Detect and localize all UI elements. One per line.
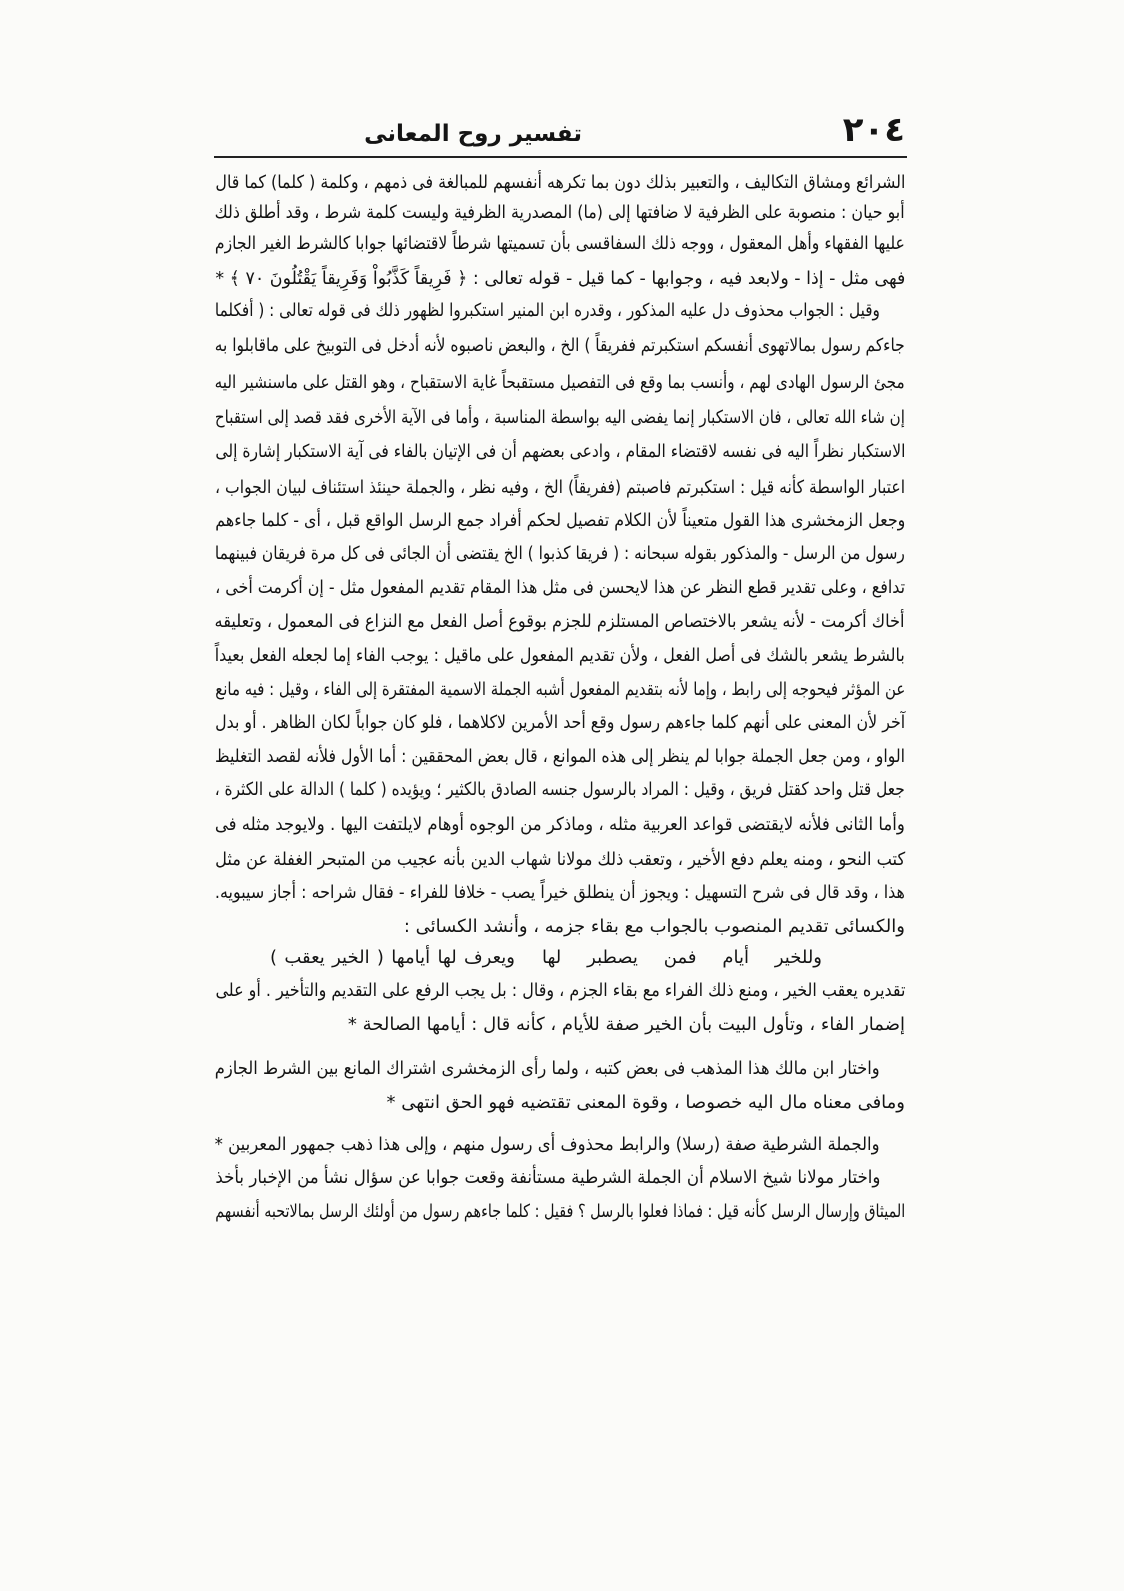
text-line-content: فهى مثل - إذا - ولابعد فيه ، وجوابها - كما قيل - قوله تعالى : ﴿ فَرِيقاً كَذَّبُواْ وَفَرِيقاً يَقْتُلُونَ ٧٠ ﴾ * <box>215 268 905 289</box>
text-line <box>215 402 905 434</box>
text-line-content: الواو ، ومن جعل الجملة جوابا لم ينظر إلى هذه الموانع ، قال بعض المحققين : أما الأول فلأنه لقصد التغليظ <box>215 746 905 767</box>
text-line-content: إن شاء الله تعالى ، فان الاستكبار إنما يفضى اليه بواسطة المناسبة ، وأما فى الآية الأخرى فقد قصد إلى استقباح <box>215 407 905 428</box>
text-line <box>215 436 905 468</box>
text-line-content: رسول من الرسل - والمذكور بقوله سبحانه : ( فريقا كذبوا ) الخ يقتضى أن الجائى فى كل مرة فريقان فبينهما <box>215 543 905 564</box>
text-line-content: عن المؤثر فيحوجه إلى رابط ، وإما لأنه بتقديم المفعول أشبه الجملة الاسمية المفتقرة إلى الفاء ، وقيل : فيه مانع <box>215 679 905 700</box>
text-line <box>215 505 905 537</box>
text-line-content: والكسائى تقديم المنصوب بالجواب مع بقاء جزمه ، وأنشد الكسائى : <box>403 916 905 937</box>
text-line-content: آخر لأن المعنى على أنهم كلما جاءهم رسول وقع أحد الأمرين لاكلاهما ، فلو كان جواباً لكان الظاهر . أو بدل <box>215 712 905 733</box>
text-line <box>215 263 905 295</box>
text-line-content: واختار ابن مالك هذا المذهب فى بعض كتبه ، ولما رأى الزمخشرى اشتراك المانع بين الشرط الجازم <box>215 1058 880 1079</box>
text-line-content: اعتبار الواسطة كأنه قيل : استكبرتم فاصبتم (ففريقاً) الخ ، وفيه نظر ، والجملة حينئذ استئناف لبيان الجواب ، <box>215 477 905 498</box>
text-line-content: تدافع ، وعلى تقدير قطع النظر عن هذا لايحسن فى مثل هذا المقام تقديم المفعول مثل - إن أكرمت أخى ، <box>215 577 905 598</box>
text-line <box>215 228 905 260</box>
text-line-content: كتب النحو ، ومنه يعلم دفع الأخير ، وتعقب ذلك مولانا شهاب الدين بأنه عجيب من المتبحر الغفلة عن مثل <box>215 849 905 870</box>
text-line <box>215 167 905 199</box>
verse-hemistich-second <box>270 942 515 974</box>
text-line-content: إضمار الفاء ، وتأول البيت بأن الخير صفة للأيام ، كأنه قال : أيامها الصالحة * <box>347 1014 905 1035</box>
text-line <box>215 538 905 570</box>
text-line <box>215 844 905 876</box>
text-line <box>215 1009 905 1041</box>
text-line <box>215 472 905 504</box>
verse-text: ويعرف لها أيامها ( الخير يعقب ) <box>270 947 515 968</box>
text-line <box>215 1087 905 1119</box>
text-line-content: وجعل الزمخشرى هذا القول متعيناً لأن الكلام تفصيل لحكم أفراد جمع الرسل الواقع قبل ، أى - كلما جاءهم <box>215 510 905 531</box>
text-line-content: الاستكبار نظراً اليه فى نفسه لاقتضاء المقام ، وادعى بعضهم أن فى الإتيان بالفاء فى آية الاستكبار إشارة إلى <box>215 441 905 462</box>
text-line <box>215 911 905 943</box>
text-line <box>215 1196 905 1228</box>
text-line-content: واختار مولانا شيخ الاسلام أن الجملة الشرطية مستأنفة وقعت جوابا عن سؤال نشأ من الإخبار بأخذ <box>215 1167 880 1188</box>
verse-text: وللخير أيام فمن يصطبر لها <box>542 947 822 968</box>
text-line-content: عليها الفقهاء وأهل المعقول ، ووجه ذلك السفاقسى بأن تسميتها شرطاً لاقتضائها جوابا كالشرط الغير الجازم <box>215 233 905 254</box>
text-line-content: وقيل : الجواب محذوف دل عليه المذكور ، وقدره ابن المنير استكبروا لظهور ذلك فى قوله تعالى : ( أفكلما <box>215 300 880 321</box>
text-line <box>215 640 905 672</box>
text-line <box>215 572 905 604</box>
text-line <box>215 674 905 706</box>
text-line-content: والجملة الشرطية صفة (رسلا) والرابط محذوف أى رسول منهم ، وإلى هذا ذهب جمهور المعربين * <box>215 1134 880 1155</box>
text-line-content: مجئ الرسول الهادى لهم ، وأنسب بما وقع فى التفصيل مستقبحاً غاية الاستقباح ، وهو القتل على ماسنشير اليه <box>215 372 905 393</box>
text-line <box>215 1129 880 1161</box>
text-line <box>215 809 905 841</box>
text-line-content: ومافى معناه مال اليه خصوصا ، وقوة المعنى تقتضيه فهو الحق انتهى * <box>386 1092 905 1113</box>
text-line <box>215 975 905 1007</box>
running-title: تفسير روح المعانى <box>364 121 582 147</box>
text-line <box>215 367 905 399</box>
text-line-content: جاءكم رسول بمالاتهوى أنفسكم استكبرتم ففريقاً ) الخ ، والبعض ناصبوه لأنه أدخل فى التوبيخ على ماقابلوا به <box>215 335 905 356</box>
text-line-content: الشرائع ومشاق التكاليف ، والتعبير بذلك دون بما تكرهه أنفسهم للمبالغة فى ذمهم ، وكلمة ( كلما) كما قال <box>215 172 905 193</box>
text-line-content: هذا ، وقد قال فى شرح التسهيل : ويجوز أن ينطلق خيراً يصب - خلافا للفراء - فقال شراحه : أجاز سيبويه. <box>215 882 905 903</box>
text-line <box>215 1162 880 1194</box>
text-line-content: أخاك أكرمت - لأنه يشعر بالاختصاص المستلزم للجزم بوقوع أصل الفعل مع النزاع فى المعمول ، وتعليقه <box>215 611 905 632</box>
text-line <box>215 741 905 773</box>
text-line-content: وأما الثانى فلأنه لايقتضى قواعد العربية مثله ، وماذكر من الوجوه أوهام لايلتفت اليها . ولايوجد مثله فى <box>215 814 905 835</box>
header-rule <box>214 156 907 158</box>
text-line-content: الميثاق وإرسال الرسل كأنه قيل : فماذا فعلوا بالرسل ؟ فقيل : كلما جاءهم رسول من أولئك الرسل بمالاتحبه أنفسهم <box>215 1201 905 1222</box>
text-line-content: أبو حيان : منصوبة على الظرفية لا ضافتها إلى (ما) المصدرية الظرفية وليست كلمة شرط ، وقد أطلق ذلك <box>215 202 905 223</box>
text-line <box>215 774 905 806</box>
text-line <box>215 606 905 638</box>
text-line <box>215 330 905 362</box>
text-line <box>215 707 905 739</box>
text-line <box>215 877 905 909</box>
text-line <box>215 197 905 229</box>
text-line-content: جعل قتل واحد كقتل فريق ، وقيل : المراد بالرسول جنسه الصادق بالكثير ؛ ويؤيده ( كلما ) الدالة على الكثرة ، <box>215 779 905 800</box>
text-line <box>215 295 880 327</box>
verse-hemistich-first <box>542 942 822 974</box>
text-line-content: بالشرط يشعر بالشك فى أصل الفعل ، ولأن تقديم المفعول على ماقيل : يوجب الفاء إما لجعله الفعل بعيداً <box>215 645 905 666</box>
text-line-content: تقديره يعقب الخير ، ومنع ذلك الفراء مع بقاء الجزم ، وقال : بل يجب الرفع على التقديم والتأخير . أو على <box>215 980 905 1001</box>
text-line <box>215 1053 880 1085</box>
page-number: ٢٠٤ <box>842 110 905 150</box>
